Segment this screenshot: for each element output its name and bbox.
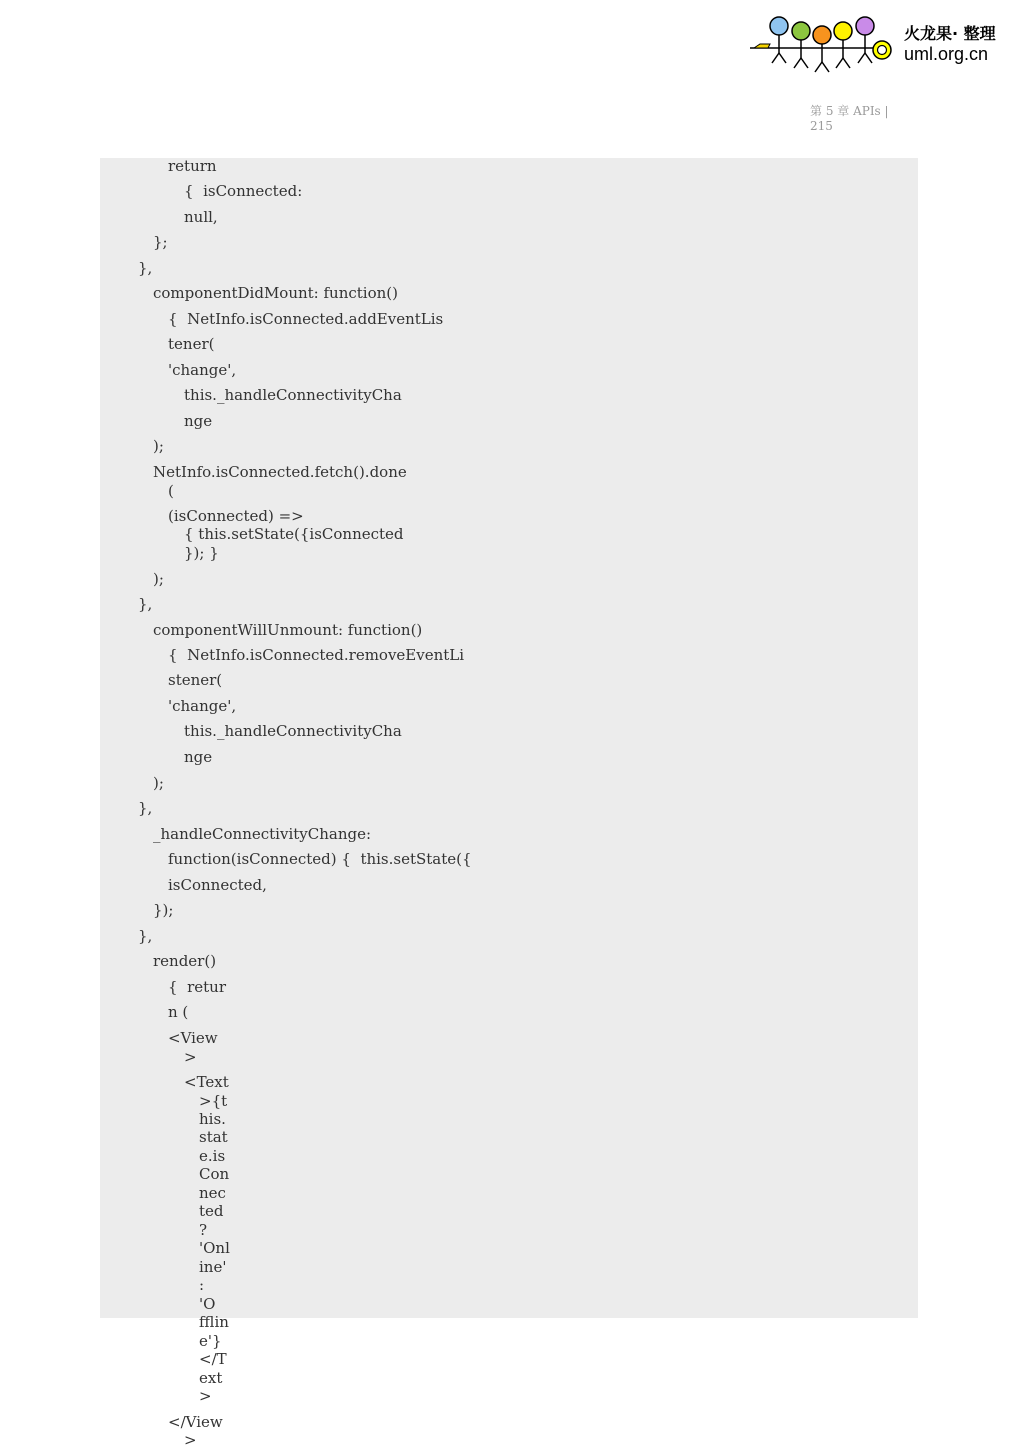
code-line: <View	[168, 1029, 218, 1047]
code-line: fflin	[199, 1313, 229, 1331]
code-line: ext	[199, 1369, 223, 1387]
code-line: { NetInfo.isConnected.addEventLis	[168, 310, 444, 328]
code-line: NetInfo.isConnected.fetch().done	[153, 463, 407, 481]
code-line: <Text	[184, 1073, 229, 1091]
code-line: null,	[184, 208, 218, 226]
code-line: stat	[199, 1128, 228, 1146]
code-line: { this.setState({isConnected	[184, 525, 404, 543]
code-line: his.	[199, 1110, 226, 1128]
code-line: (isConnected) =>	[168, 507, 304, 525]
code-line: },	[138, 927, 153, 945]
code-line: this._handleConnectivityCha	[184, 722, 402, 740]
code-line: 'O	[199, 1295, 216, 1313]
chapter-label: 第 5 章 APIs |	[810, 104, 889, 118]
code-line: >{t	[199, 1092, 228, 1110]
code-line: },	[138, 799, 153, 817]
code-line: );	[153, 774, 164, 792]
code-line: >	[184, 1431, 197, 1449]
code-line: this._handleConnectivityCha	[184, 386, 402, 404]
code-line: },	[138, 595, 153, 613]
code-line: { isConnected:	[184, 182, 303, 200]
page-number: 215	[810, 119, 833, 133]
stick-figures-logo-icon	[748, 12, 898, 76]
code-line: { retur	[168, 978, 226, 996]
code-line: :	[199, 1276, 205, 1294]
code-line: n (	[168, 1003, 189, 1021]
code-line: }); }	[184, 544, 219, 562]
page-header	[810, 104, 910, 134]
code-line: return	[168, 157, 217, 175]
code-line: 'Onl	[199, 1239, 230, 1257]
code-line: componentDidMount: function()	[153, 284, 398, 302]
code-line: render()	[153, 952, 217, 970]
code-line: 'change',	[168, 361, 237, 379]
code-line: e.is	[199, 1147, 226, 1165]
logo-name: 火龙果· 整理	[904, 24, 996, 43]
code-line: { NetInfo.isConnected.removeEventLi	[168, 646, 465, 664]
code-line: >	[199, 1387, 212, 1405]
code-line: });	[153, 901, 174, 919]
code-line: nec	[199, 1184, 226, 1202]
site-logo	[748, 12, 1010, 76]
code-line: (	[168, 482, 174, 500]
code-line: isConnected,	[168, 876, 267, 894]
code-line: componentWillUnmount: function()	[153, 621, 423, 639]
code-line: );	[153, 437, 164, 455]
code-line: };	[153, 233, 168, 251]
code-line: ted	[199, 1202, 224, 1220]
code-line: ?	[199, 1221, 208, 1239]
code-line: );	[153, 570, 164, 588]
code-line: function(isConnected) { this.setState({	[168, 850, 472, 868]
code-line: _handleConnectivityChange:	[153, 825, 372, 843]
code-line: 'change',	[168, 697, 237, 715]
code-line: nge	[184, 412, 213, 430]
code-line: </T	[199, 1350, 227, 1368]
code-line: </View	[168, 1413, 223, 1431]
code-line: tener(	[168, 335, 215, 353]
code-line: Con	[199, 1165, 230, 1183]
code-line: },	[138, 259, 153, 277]
logo-url: uml.org.cn	[904, 44, 989, 64]
code-line: >	[184, 1048, 197, 1066]
code-line: stener(	[168, 671, 223, 689]
code-line: ine'	[199, 1258, 227, 1276]
code-line: nge	[184, 748, 213, 766]
code-line: e'}	[199, 1332, 222, 1350]
